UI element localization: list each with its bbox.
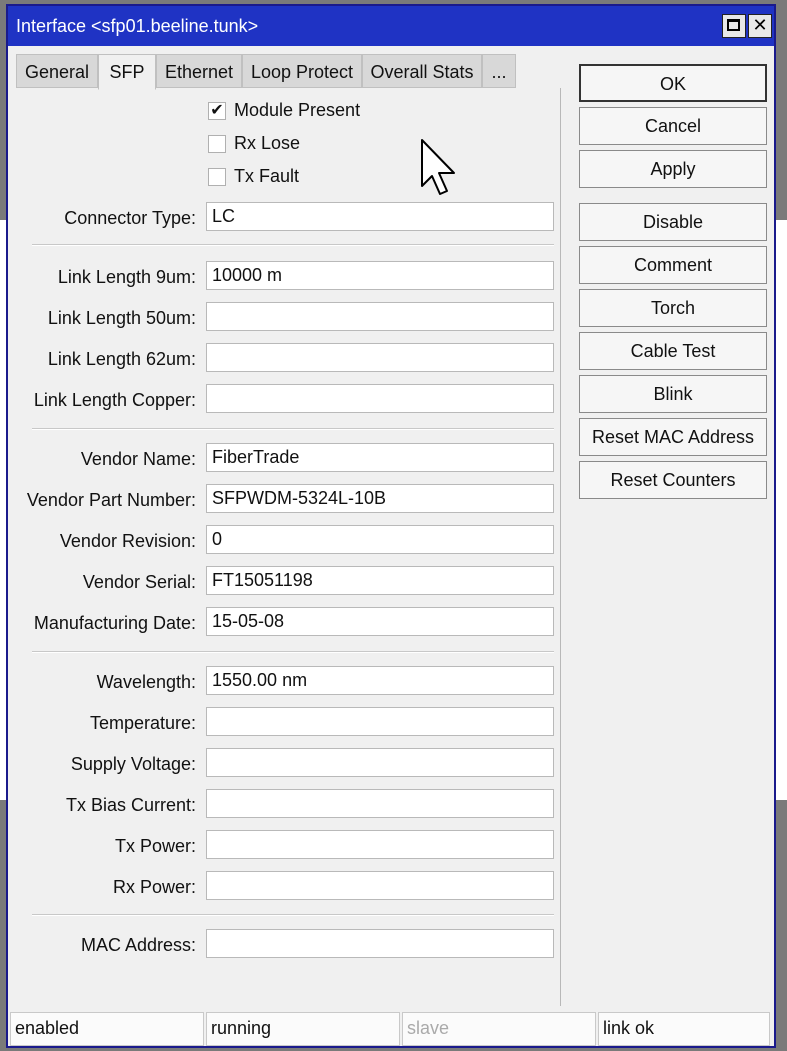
status-bar [8,1012,774,1046]
checkbox-label: Tx Fault [234,166,300,186]
temperature-field[interactable] [206,707,554,736]
status-enabled: enabled [10,1012,204,1046]
mac-address-field[interactable] [206,929,554,958]
maximize-icon[interactable] [722,14,746,38]
cancel-button[interactable]: Cancel [579,107,767,145]
tab-loop-protect[interactable]: Loop Protect [242,54,362,88]
tab-more[interactable]: ... [482,54,516,88]
manufacturing-date-label: Manufacturing Date: [33,613,196,633]
divider [32,914,554,916]
blink-button[interactable]: Blink [579,375,767,413]
tx-bias-current-label: Tx Bias Current: [65,795,196,815]
wavelength-field[interactable]: 1550.00 nm [206,666,554,695]
link-length-copper-field[interactable] [206,384,554,413]
divider [32,428,554,430]
vendor-name-label: Vendor Name: [80,449,196,469]
checkbox-label: Module Present [234,100,361,120]
tx-power-label: Tx Power: [114,836,196,856]
divider [32,651,554,653]
link-length-62um-label: Link Length 62um: [47,349,196,369]
wavelength-label: Wavelength: [96,672,196,692]
divider [32,244,554,246]
manufacturing-date-field[interactable]: 15-05-08 [206,607,554,636]
window-title: Interface <sfp01.beeline.tunk> [16,16,259,36]
rx-power-field[interactable] [206,871,554,900]
vendor-part-number-label: Vendor Part Number: [26,490,196,510]
link-length-50um-field[interactable] [206,302,554,331]
reset-mac-address-button[interactable]: Reset MAC Address [579,418,767,456]
sfp-panel [16,88,561,1006]
background-window [776,220,787,800]
link-length-9um-label: Link Length 9um: [57,267,196,287]
vendor-serial-field[interactable]: FT15051198 [206,566,554,595]
status-running: running [206,1012,400,1046]
connector-type-label: Connector Type: [64,208,196,228]
tab-general[interactable]: General [16,54,98,88]
mouse-pointer-icon [420,138,464,196]
interface-dialog [6,4,776,1048]
vendor-revision-field[interactable]: 0 [206,525,554,554]
mac-address-label: MAC Address: [80,935,196,955]
vendor-revision-label: Vendor Revision: [59,531,196,551]
tab-sfp[interactable]: SFP [98,54,156,90]
rx-power-label: Rx Power: [112,877,196,897]
disable-button[interactable]: Disable [579,203,767,241]
comment-button[interactable]: Comment [579,246,767,284]
tab-overall-stats[interactable]: Overall Stats [362,54,482,88]
connector-type-field[interactable]: LC [206,202,554,231]
reset-counters-button[interactable]: Reset Counters [579,461,767,499]
temperature-label: Temperature: [89,713,196,733]
apply-button[interactable]: Apply [579,150,767,188]
status-link: link ok [598,1012,770,1046]
link-length-copper-label: Link Length Copper: [33,390,196,410]
link-length-62um-field[interactable] [206,343,554,372]
tx-bias-current-field[interactable] [206,789,554,818]
link-length-50um-label: Link Length 50um: [47,308,196,328]
checkbox-icon[interactable] [208,135,226,153]
checkbox-icon[interactable] [208,168,226,186]
close-icon[interactable]: ✕ [748,14,772,38]
status-slave: slave [402,1012,596,1046]
checkbox-label: Rx Lose [234,133,301,153]
link-length-9um-field[interactable]: 10000 m [206,261,554,290]
tx-power-field[interactable] [206,830,554,859]
tab-ethernet[interactable]: Ethernet [156,54,242,88]
vendor-serial-label: Vendor Serial: [82,572,196,592]
supply-voltage-field[interactable] [206,748,554,777]
cable-test-button[interactable]: Cable Test [579,332,767,370]
ok-button[interactable]: OK [579,64,767,102]
title-bar[interactable] [8,6,774,46]
vendor-name-field[interactable]: FiberTrade [206,443,554,472]
checkbox-checked-icon[interactable]: ✔ [208,102,226,120]
supply-voltage-label: Supply Voltage: [70,754,196,774]
torch-button[interactable]: Torch [579,289,767,327]
vendor-part-number-field[interactable]: SFPWDM-5324L-10B [206,484,554,513]
